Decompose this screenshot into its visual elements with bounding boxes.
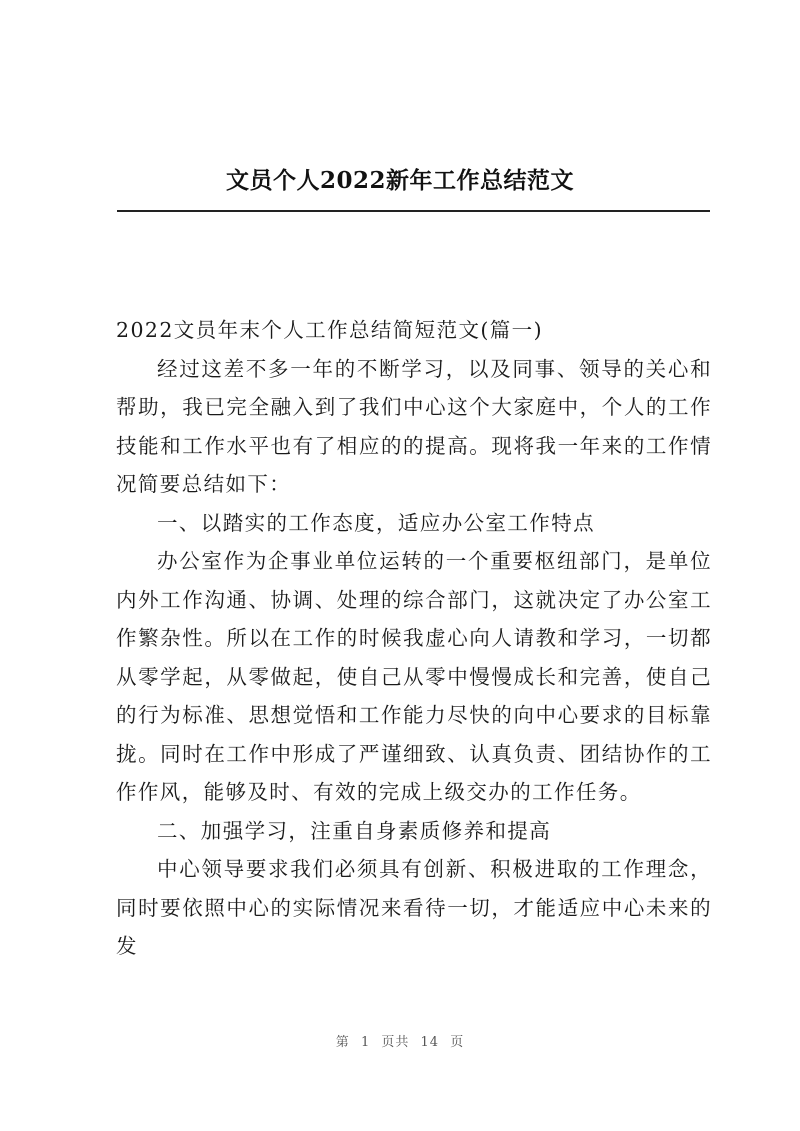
title-divider <box>117 210 710 212</box>
footer-current-page: 1 <box>360 1035 371 1050</box>
footer-label-page: 第 <box>335 1035 350 1050</box>
paragraph-intro: 经过这差不多一年的不断学习，以及同事、领导的关心和帮助，我已完全融入到了我们中心这个大家庭中，个人的工作技能和工作水平也有了相应的的提高。现将我一年来的工作情况简要总结如下： <box>116 356 712 496</box>
paragraph-heading-1: 一、以踏实的工作态度，适应办公室工作特点 <box>157 510 595 535</box>
footer-label-end: 页 <box>450 1035 465 1050</box>
paragraph-office-work: 办公室作为企事业单位运转的一个重要枢纽部门，是单位内外工作沟通、协调、处理的综合部门，这就决定了办公室工作繁杂性。所以在工作的时候我虚心向人请教和学习，一切都从零学起，从零做起，使自己从零中慢慢成长和完善，使自己的行为标准、思想觉悟和工作能力尽快的向中心要求的目标靠拢。同时在工作中形成了严谨细致、认真负责、团结协作的工作作风，能够及时、有效的完成上级交办的工作任务。 <box>116 549 712 804</box>
document-body <box>116 311 712 966</box>
section-heading: 2022文员年末个人工作总结简短范文(篇一) <box>116 318 543 342</box>
page-footer <box>0 1031 800 1050</box>
paragraph-heading-2: 二、加强学习，注重自身素质修养和提高 <box>157 818 552 843</box>
paragraph-study: 中心领导要求我们必须具有创新、积极进取的工作理念，同时要依照中心的实际情况来看待一切，才能适应中心未来的发 <box>116 857 712 958</box>
document-title: 文员个人2022新年工作总结范文 <box>225 167 574 194</box>
footer-total-pages: 14 <box>420 1035 440 1050</box>
footer-label-of: 页共 <box>381 1035 410 1050</box>
